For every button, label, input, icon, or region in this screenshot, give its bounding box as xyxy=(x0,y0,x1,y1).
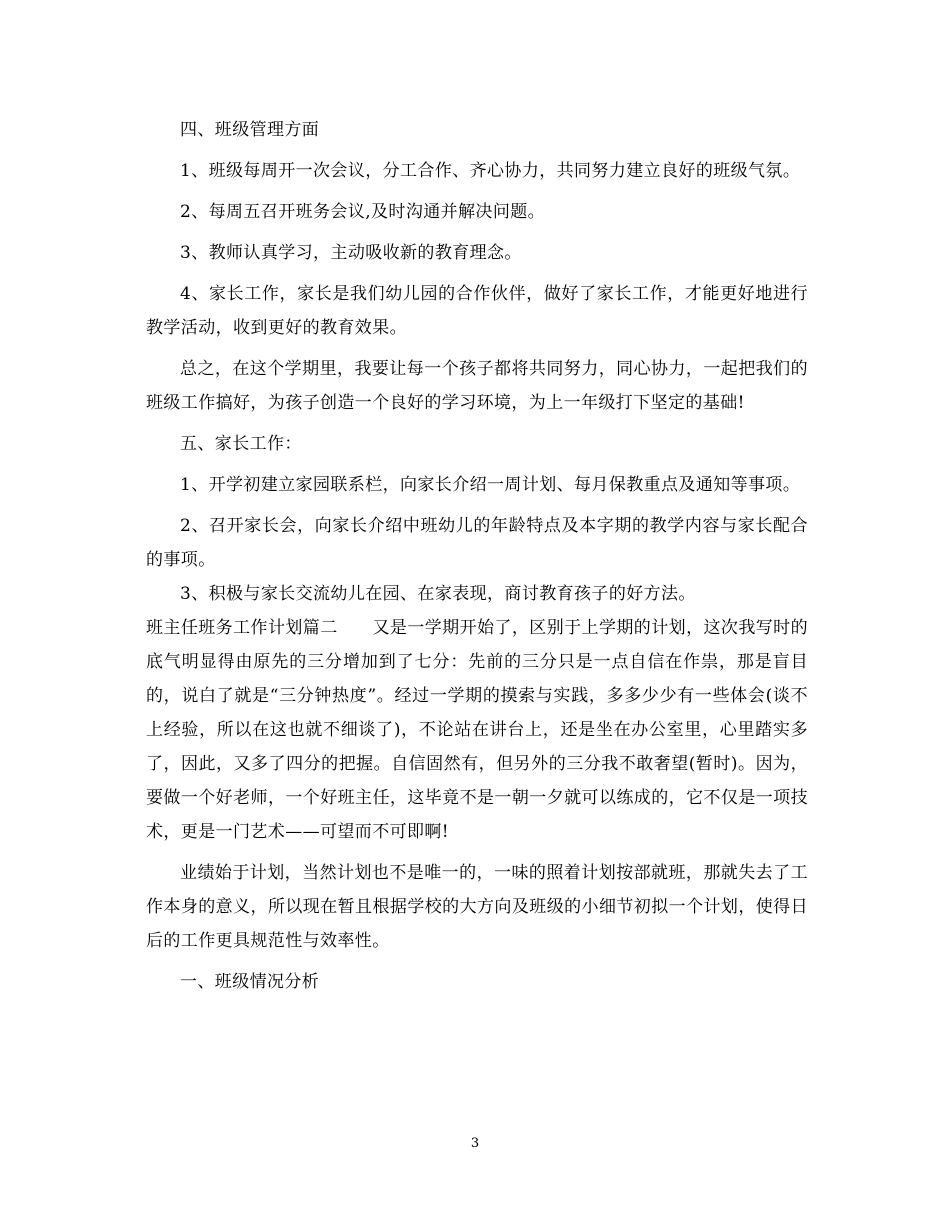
list-item: 1、开学初建立家园联系栏，向家长介绍一周计划、每月保教重点及通知等事项。 xyxy=(180,475,801,495)
page-number: 3 xyxy=(470,1136,480,1151)
list-item: 2、召开家长会，向家长介绍中班幼儿的年龄特点及本字期的教学内容与家长配合的事项。 xyxy=(146,516,808,570)
summary-paragraph: 总之，在这个学期里，我要让每一个孩子都将共同努力，同心协力，一起把我们的班级工作搞好，为孩子创造一个良好的学习环境，为上一年级打下坚定的基础! xyxy=(146,359,808,413)
list-item: 3、教师认真学习，主动吸收新的教育理念。 xyxy=(180,243,522,263)
section-heading-class-management: 四、班级管理方面 xyxy=(180,120,320,140)
list-item: 2、每周五召开班务会议,及时沟通并解决问题。 xyxy=(180,202,546,222)
list-item: 4、家长工作，家长是我们幼儿园的合作伙伴，做好了家长工作，才能更好地进行教学活动，收到更好的教育效果。 xyxy=(146,284,808,338)
article-two-intro-paragraph: 班主任班务工作计划篇二 又是一学期开始了，区别于上学期的计划，这次我写时的底气明显得由原先的三分增加到了七分：先前的三分只是一点自信在作祟，那是盲目的，说白了就是“三分钟热度”。经过一学期的摸索与实践，多多少少有一些体会(谈不上经验，所以在这也就不细谈了)，不论站在讲台上，还是坐在办公室里，心里踏实多了，因此，又多了四分的把握。自信固然有，但另外的三分我不敢奢望(暂时)。因为，要做一个好老师，一个好班主任，这毕竟不是一朝一夕就可以练成的，它不仅是一项技术，更是一门艺术——可望而不可即啊! xyxy=(146,618,808,842)
section-heading-parent-work: 五、家长工作： xyxy=(180,434,302,454)
section-heading-class-analysis: 一、班级情况分析 xyxy=(180,972,320,992)
page-body xyxy=(146,113,808,999)
list-item: 3、积极与家长交流幼儿在园、在家表现，商讨教育孩子的好方法。 xyxy=(180,584,696,604)
list-item: 1、班级每周开一次会议，分工合作、齐心协力，共同努力建立良好的班级气氛。 xyxy=(180,161,801,181)
body-paragraph: 业绩始于计划，当然计划也不是唯一的，一味的照着计划按部就班，那就失去了工作本身的意义，所以现在暂且根据学校的大方向及班级的小细节初拟一个计划，使得日后的工作更具规范性与效率性。 xyxy=(146,863,808,951)
